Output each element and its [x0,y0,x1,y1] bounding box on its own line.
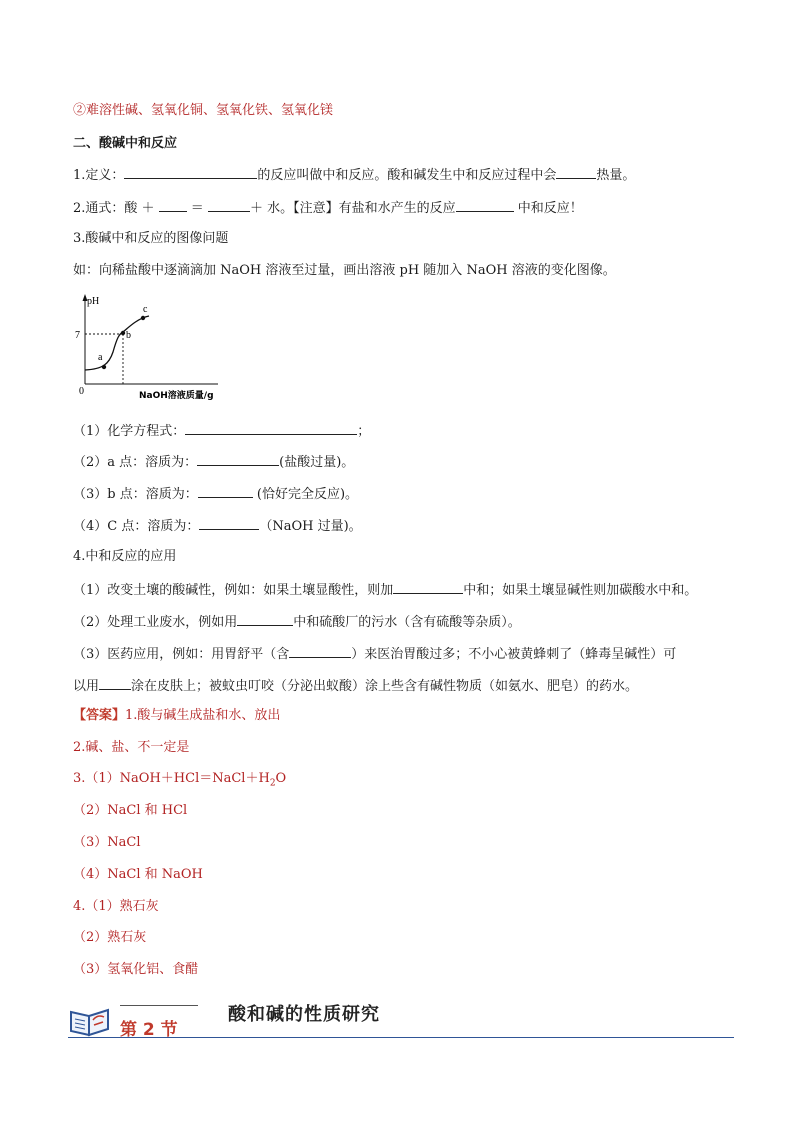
blank-field[interactable] [99,676,131,690]
question-3 [73,484,358,504]
point-a-marker [102,365,106,369]
application-1 [73,580,697,600]
question-2 [73,452,354,472]
book-icon [68,1002,114,1038]
answer-3-2: （2）NaCl 和 HCl [73,803,188,818]
q1-suffix: ； [357,424,371,439]
origin-label: 0 [79,386,84,397]
graph-example: 如：向稀盐酸中逐滴滴加 NaOH 溶液至过量，画出溶液 pH 随加入 NaOH 溶液的变化图像。 [73,263,616,278]
blank-field[interactable] [237,612,293,626]
ph-graph [73,290,233,402]
point-a-label: a [98,352,103,363]
x-axis-label: NaOH溶液质量/g [139,391,214,401]
q4-prefix: （4）C 点：溶质为： [73,519,200,534]
formula-suffix: 中和反应！ [513,201,583,216]
point-b-marker [121,331,125,335]
application-3-continued [73,676,638,696]
app3-line2-suffix: 涂在皮肤上；被蚊虫叮咬（分泌出蚁酸）涂上些含有碱性物质（如氨水、肥皂）的药水。 [131,679,639,694]
blank-field[interactable] [456,198,514,212]
definition-line [73,165,635,185]
blank-field[interactable] [289,644,351,658]
definition-prefix: 1.定义： [73,168,125,183]
definition-middle: 的反应叫做中和反应。酸和碱发生中和反应过程中会 [257,168,557,183]
q4-suffix: （NaOH 过量)。 [259,519,362,534]
app1-prefix: （1）改变土壤的酸碱性，例如：如果土壤显酸性，则加 [73,583,394,598]
blank-field[interactable] [393,580,463,594]
answer-3-1 [73,770,286,793]
general-formula-line [73,198,583,218]
section-heading: 二、酸碱中和反应 [73,136,178,151]
answer-3-1-text: 3.（1）NaOH＋HCl＝NaCl＋H [73,771,270,786]
application-heading: 4.中和反应的应用 [73,549,177,564]
q1-prefix: （1）化学方程式： [73,424,186,439]
formula-water: ＋ 水。【注意】有盐和水产生的反应 [249,201,456,216]
blank-field[interactable] [159,198,187,212]
blank-field[interactable] [199,516,259,530]
app3-prefix: （3）医药应用，例如：用胃舒平（含 [73,647,290,662]
answer-3-3: （3）NaCl [73,835,141,850]
point-c-label: c [143,304,148,315]
app1-suffix: 中和；如果土壤显碱性则加碳酸水中和。 [463,583,698,598]
blank-field[interactable] [556,165,596,179]
q2-prefix: （2）a 点：溶质为： [73,455,198,470]
answer-3-1-tail: O [275,771,287,786]
question-4 [73,516,362,536]
answer-3-4: （4）NaCl 和 NaOH [73,867,203,882]
app3-suffix: ）来医治胃酸过多；不小心被黄蜂刺了（蜂毒呈碱性）可 [351,647,677,662]
blank-field[interactable] [208,198,250,212]
blank-field[interactable] [197,452,279,466]
answer-4-3: （3）氢氧化铝、食醋 [73,962,199,977]
footer-rule [68,1037,734,1038]
answer-label: 【答案】 [73,708,126,723]
answer-3-1-subscript: 2 [269,778,276,789]
blank-field[interactable] [185,421,357,435]
formula-equals: ＝ [186,201,208,216]
footer-short-rule [120,1005,198,1006]
app2-suffix: 中和硫酸厂的污水（含有硫酸等杂质）。 [293,615,521,630]
app3-line2-prefix: 以用 [73,679,100,694]
point-b-label: b [126,330,131,341]
answer-1-text: 1.酸与碱生成盐和水、放出 [125,708,281,723]
section-title: 酸和碱的性质研究 [228,1004,380,1025]
application-2 [73,612,521,632]
answer-2: 2.碱、盐、不一定是 [73,740,190,755]
q3-prefix: （3）b 点：溶质为： [73,487,198,502]
section-footer [68,996,734,1042]
answer-4-2: （2）熟石灰 [73,930,147,945]
y-tick-7: 7 [75,330,80,341]
definition-suffix: 热量。 [596,168,636,183]
q2-suffix: (盐酸过量)。 [279,455,355,470]
graph-heading: 3.酸碱中和反应的图像问题 [73,231,229,246]
point-c-marker [141,316,145,320]
section-number: 第 2 节 [120,1020,178,1040]
blank-field[interactable] [198,484,253,498]
blank-field[interactable] [124,165,257,179]
question-1 [73,421,370,441]
answer-4-1: 4.（1）熟石灰 [73,899,159,914]
q3-suffix: (恰好完全反应)。 [252,487,359,502]
formula-prefix: 2.通式：酸 ＋ [73,201,159,216]
app2-prefix: （2）处理工业废水，例如用 [73,615,238,630]
answer-1 [73,707,280,725]
ph-curve [85,316,149,370]
y-axis-label: pH [87,296,100,307]
application-3 [73,644,676,664]
top-item: ②难溶性碱、氢氧化铜、氢氧化铁、氢氧化镁 [73,103,334,118]
